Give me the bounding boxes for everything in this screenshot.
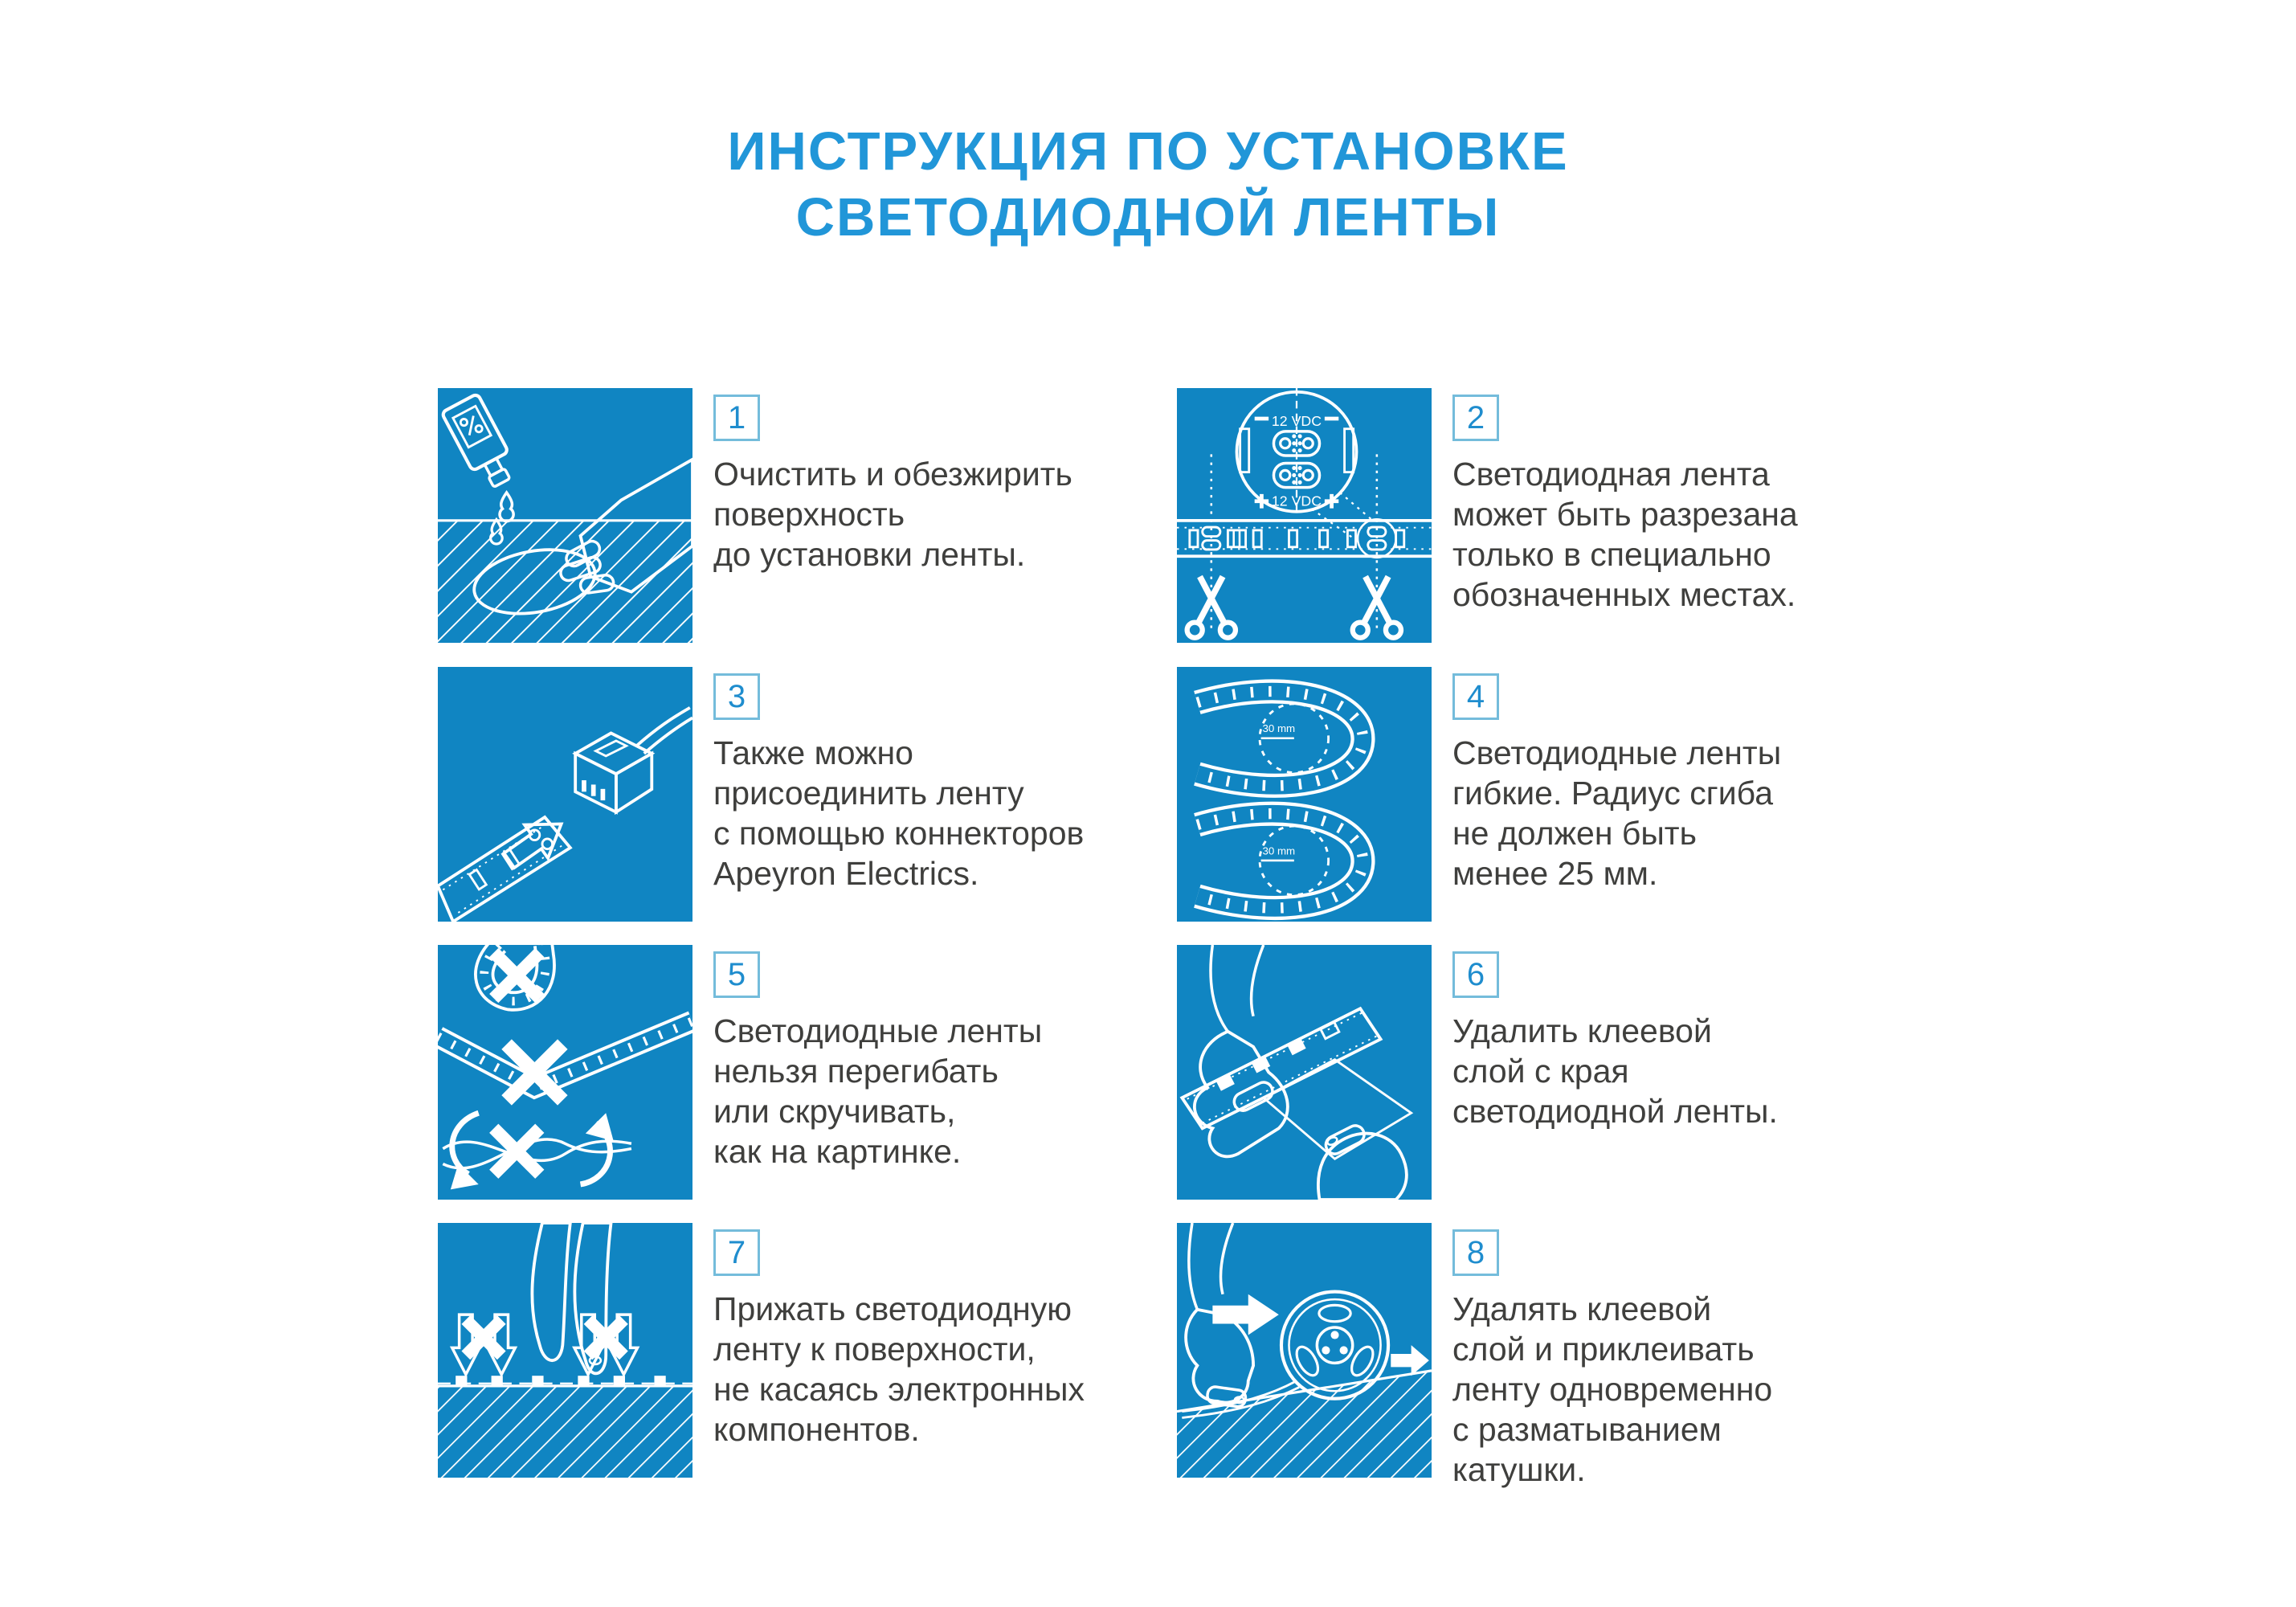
step-6: [1177, 945, 1778, 1202]
connector-icon: [575, 708, 692, 812]
led-strip: [438, 817, 570, 922]
led-strip: [1182, 1008, 1380, 1128]
title-line-1: ИНСТРУКЦИЯ ПО УСТАНОВКЕ: [727, 121, 1569, 182]
step-number-badge: [713, 1229, 760, 1276]
step-number: 7: [727, 1234, 746, 1270]
bent-strip: [1197, 814, 1362, 908]
step-text: [1452, 733, 1781, 893]
text-line: компонентов.: [713, 1411, 920, 1448]
text-line: слой и приклеивать: [1452, 1331, 1755, 1368]
illustration-cut-marks: [1177, 388, 1432, 643]
step-text: [1452, 454, 1798, 615]
radius-label: 30 mm: [1262, 844, 1296, 857]
step-number-badge: [713, 673, 760, 720]
step-text: [1452, 1011, 1778, 1131]
step-text: [713, 454, 1072, 575]
step-number-badge: [1452, 1229, 1499, 1276]
text-line: только в специально: [1452, 536, 1771, 573]
cross-icon: [466, 1319, 624, 1355]
step-number: 2: [1466, 399, 1485, 435]
illustration-peel-adhesive: [1177, 945, 1432, 1200]
step-text: [1452, 1289, 1772, 1490]
illustration-connector: [438, 667, 692, 922]
wire: [644, 718, 692, 753]
text-line: не должен быть: [1452, 815, 1697, 852]
radius-label: 30 mm: [1262, 722, 1296, 735]
step-number-badge: [713, 951, 760, 998]
led-strip: [1177, 521, 1432, 556]
text-line: Удалить клеевой: [1452, 1012, 1712, 1049]
step-number-badge: [1452, 395, 1499, 441]
step-number: 3: [727, 678, 746, 714]
text-line: Светодиодная лента: [1452, 456, 1770, 493]
step-3: [438, 667, 1085, 924]
illustration-press-strip: [438, 1223, 692, 1478]
step-4: [1177, 667, 1782, 924]
text-line: слой с края: [1452, 1053, 1629, 1090]
text-line: как на картинке.: [713, 1133, 962, 1170]
step-number-badge: [713, 395, 760, 441]
step-text: [713, 733, 1084, 893]
step-text: [713, 1011, 1042, 1172]
step-number-badge: [1452, 951, 1499, 998]
arrow-icon: [497, 808, 573, 877]
step-number: 8: [1466, 1234, 1485, 1270]
text-line: гибкие. Радиус сгиба: [1452, 775, 1774, 812]
text-line: Светодиодные ленты: [1452, 734, 1782, 771]
illustration-unwind-reel: [1177, 1223, 1432, 1478]
wire: [636, 708, 690, 746]
text-line: нельзя перегибать: [713, 1053, 999, 1090]
text-line: менее 25 мм.: [1452, 855, 1658, 892]
illustration-bend-radius: [1177, 667, 1432, 922]
step-number: 6: [1466, 956, 1485, 992]
text-line: катушки.: [1452, 1451, 1586, 1488]
text-line: с разматыванием: [1452, 1411, 1722, 1448]
text-line: светодиодной ленты.: [1452, 1093, 1778, 1130]
text-line: Удалять клеевой: [1452, 1290, 1712, 1327]
voltage-label: 12 VDC: [1271, 412, 1322, 429]
text-line: не касаясь электронных: [713, 1371, 1085, 1408]
illustration-no-bend-twist: [438, 945, 692, 1200]
step-2: [1177, 388, 1798, 645]
bottle-icon: [442, 394, 521, 493]
text-line: до установки ленты.: [713, 536, 1026, 573]
step-1: [438, 388, 1072, 645]
text-line: присоединить ленту: [713, 775, 1024, 812]
hatched-surface: [438, 1386, 692, 1478]
bent-strip: [1197, 691, 1362, 785]
text-line: с помощью коннекторов: [713, 815, 1085, 852]
text-line: Apeyron Electrics.: [713, 855, 979, 892]
step-number: 1: [727, 399, 746, 435]
text-line: Также можно: [713, 734, 913, 771]
text-line: может быть разрезана: [1452, 496, 1798, 533]
right-hand-icon: [1318, 1122, 1407, 1200]
step-number: 5: [727, 956, 746, 992]
reel-icon: [1281, 1292, 1388, 1399]
text-line: Светодиодные ленты: [713, 1012, 1043, 1049]
led-strip: [438, 1376, 692, 1384]
text-line: Очистить и обезжирить: [713, 456, 1072, 493]
page-title: [0, 119, 2296, 251]
text-line: ленту к поверхности,: [713, 1331, 1036, 1368]
title-line-2: СВЕТОДИОДНОЙ ЛЕНТЫ: [795, 187, 1501, 247]
illustration-clean-surface: [438, 388, 692, 643]
text-line: Прижать светодиодную: [713, 1290, 1072, 1327]
text-line: обозначенных местах.: [1452, 576, 1796, 613]
text-line: или скручивать,: [713, 1093, 956, 1130]
step-number-badge: [1452, 673, 1499, 720]
voltage-label: 12 VDC: [1271, 493, 1322, 509]
step-5: [438, 945, 1043, 1202]
step-8: [1177, 1223, 1773, 1488]
step-text: [713, 1289, 1085, 1450]
text-line: поверхность: [713, 496, 905, 533]
kinked-strip: [438, 1021, 692, 1087]
text-line: ленту одновременно: [1452, 1371, 1773, 1408]
step-number: 4: [1466, 678, 1485, 714]
step-7: [438, 1223, 1085, 1480]
